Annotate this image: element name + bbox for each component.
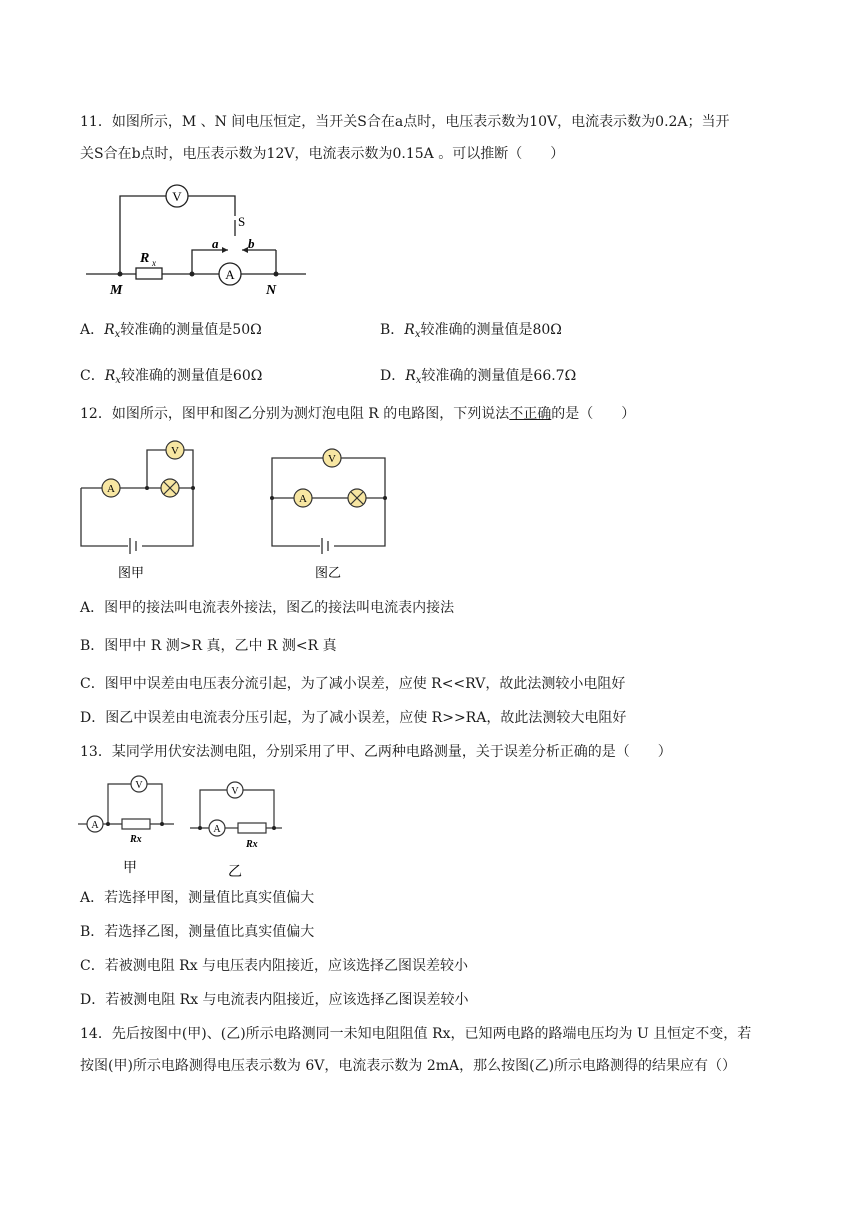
q11-option-b: B．$R_x$较准确的测量值是80Ω (380, 322, 562, 340)
q13-option-d: D．若被测电阻 Rx 与电流表内阻接近，应该选择乙图误差较小 (80, 992, 469, 1008)
q12-circuit-fig-a (78, 436, 203, 584)
svg-text:A: A (213, 824, 221, 835)
q11-stem-line1: 11．如图所示，M 、N 间电压恒定，当开关S合在a点时，电压表示数为10V，电流表示数为0.2A；当开 (80, 114, 730, 130)
q12-option-c: C．图甲中误差由电压表分流引起，为了减小误差，应使 R<<RV，故此法测较小电阻好 (80, 676, 626, 692)
q11-option-c: C．$R_x$较准确的测量值是60Ω (80, 368, 263, 386)
q11-option-a: A．$R_x$较准确的测量值是50Ω (80, 322, 262, 340)
q13-option-c: C．若被测电阻 Rx 与电压表内阻接近，应该选择乙图误差较小 (80, 958, 469, 974)
fig-jia-caption: 图甲 (118, 566, 145, 581)
svg-text:V: V (171, 445, 179, 457)
svg-text:A: A (107, 483, 115, 495)
svg-text:V: V (328, 453, 336, 465)
q12-stem: 12．如图所示，图甲和图乙分别为测灯泡电阻 R 的电路图，下列说法不正确的是（ ） (80, 406, 636, 422)
resistor-rx-sub: x (152, 258, 156, 268)
q11-option-d: D．$R_x$较准确的测量值是66.7Ω (380, 368, 577, 386)
q13-stem: 13．某同学用伏安法测电阻，分别采用了甲、乙两种电路测量，关于误差分析正确的是（ ） (80, 744, 672, 760)
q13-circuit-diagrams (78, 770, 288, 880)
point-b-label: b (248, 236, 255, 251)
svg-text:A: A (91, 820, 99, 831)
q13-option-a: A．若选择甲图，测量值比真实值偏大 (80, 890, 315, 906)
q12-circuit-fig-b (265, 436, 395, 584)
switch-s-label: S (238, 214, 246, 229)
point-a-label: a (212, 236, 219, 251)
fig-yi-label: 乙 (228, 864, 242, 880)
q11-circuit-diagram (80, 176, 320, 296)
q14-stem-line1: 14．先后按图中(甲)、(乙)所示电路测同一未知电阻阻值 Rx，已知两电路的路端电压均为 U 且恒定不变，若 (80, 1026, 752, 1042)
svg-text:V: V (135, 780, 143, 791)
q11-stem-line2: 关S合在b点时，电压表示数为12V，电流表示数为0.15A 。可以推断（ ） (80, 146, 565, 162)
svg-text:V: V (231, 786, 239, 797)
q12-option-a: A．图甲的接法叫电流表外接法，图乙的接法叫电流表内接法 (80, 600, 455, 616)
ammeter-a-label: A (225, 267, 235, 282)
q14-stem-line2: 按图(甲)所示电路测得电压表示数为 6V，电流表示数为 2mA，那么按图(乙)所示电路测得的结果应有（） (80, 1058, 737, 1074)
q12-option-b: B．图甲中 R 测>R 真，乙中 R 测<R 真 (80, 638, 337, 654)
node-m-label: M (110, 283, 123, 296)
q13-option-b: B．若选择乙图，测量值比真实值偏大 (80, 924, 315, 940)
fig-jia-label: 甲 (123, 860, 137, 876)
svg-text:Rx: Rx (130, 834, 142, 845)
node-n-label: N (266, 283, 277, 296)
svg-text:A: A (299, 493, 307, 505)
fig-yi-caption: 图乙 (315, 566, 342, 581)
q12-option-d: D．图乙中误差由电流表分压引起，为了减小误差，应使 R>>RA，故此法测较大电阻好 (80, 710, 627, 726)
voltmeter-v-label: V (172, 189, 182, 204)
resistor-rx-label: R (140, 251, 150, 266)
svg-text:Rx: Rx (246, 839, 258, 850)
